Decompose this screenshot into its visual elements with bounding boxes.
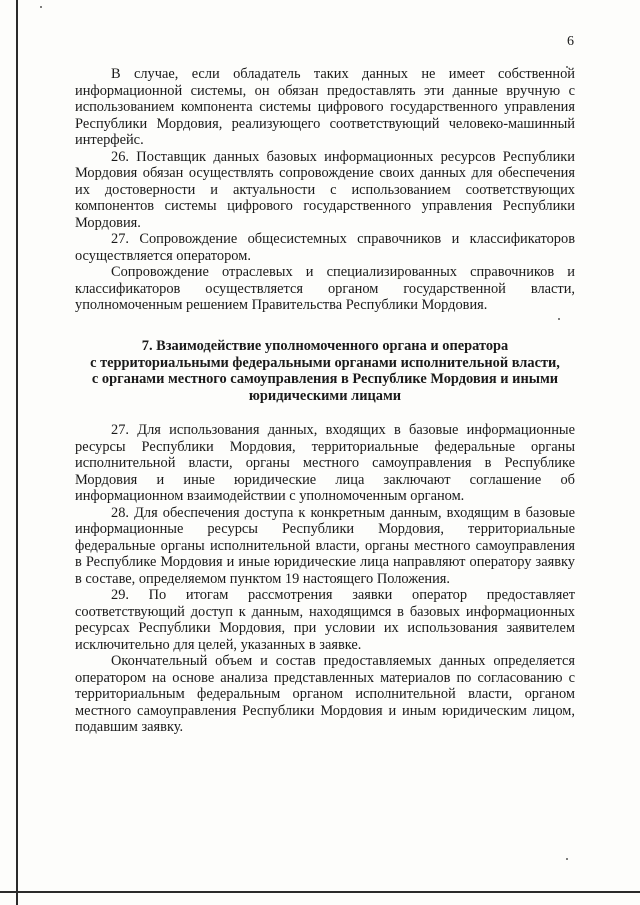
heading-line: с органами местного самоуправления в Республике Мордовия и иными — [91, 371, 559, 387]
paragraph-26: 26. Поставщик данных базовых информационных ресурсов Республики Мордовия обязан осуществлять сопровождение своих данных для обеспечения их достоверности и актуальности с использованием соответствующих компонентов системы цифрового государственного управления Республики Мордовия. — [75, 148, 575, 231]
scan-edge-left — [16, 0, 18, 905]
scan-speck — [40, 6, 42, 8]
scan-edge-bottom — [0, 891, 640, 893]
paragraph: Окончательный объем и состав предоставляемых данных определяется оператором на основе анализа представленных материалов по согласованию с территориальным федеральным органом исполнительной власти, органом местного самоуправления Республики Мордовия и иным юридическим лицом, подавшим заявку. — [75, 653, 575, 735]
page-number: 6 — [567, 34, 574, 49]
paragraph-29: 29. По итогам рассмотрения заявки оператор предоставляет соответствующий доступ к данным, находящимся в базовых информационных ресурсах Республики Мордовия, при условии их использования заявителем исключительно для целей, указанных в заявке. — [75, 587, 575, 653]
heading-line: юридическими лицами — [248, 387, 402, 404]
heading-line: 7. Взаимодействие уполномоченного органа и оператора — [141, 338, 509, 354]
paragraph-27: 27. Для использования данных, входящих в базовые информационные ресурсы Республики Мордовия, территориальные федеральные органы исполнительной власти, органы местного самоуправления в Республике Мордовия и иные юридические лица заключают соглашение об информационном взаимодействии с уполномоченным органом. — [75, 422, 575, 504]
intro-paragraphs — [75, 66, 575, 314]
heading-line: с территориальными федеральными органами исполнительной власти, — [90, 354, 560, 371]
paragraph-27: 27. Сопровождение общесистемных справочников и классификаторов осуществляется оператором. — [75, 231, 575, 264]
section-heading — [75, 338, 575, 404]
paragraph: Сопровождение отраслевых и специализированных справочников и классификаторов осуществляется органом государственной власти, уполномоченным решением Правительства Республики Мордовия. — [75, 264, 575, 313]
scan-speck — [566, 858, 568, 860]
paragraph: В случае, если обладатель таких данных не имеет собственной информационной системы, он обязан предоставлять эти данные вручную с использованием компонента системы цифрового государственного управления Республики Мордовия, реализующего соответствующий человеко-машинный интерфейс. — [75, 66, 575, 148]
scan-speck — [558, 318, 560, 320]
section-paragraphs — [75, 422, 575, 736]
paragraph-28: 28. Для обеспечения доступа к конкретным данным, входящим в базовые информационные ресурсы Республики Мордовия, территориальные федеральные органы исполнительной власти, органы местного самоуправления в Республике Мордовия и иные юридические лица направляют оператору заявку в составе, определяемом пунктом 19 настоящего Положения. — [75, 504, 575, 587]
